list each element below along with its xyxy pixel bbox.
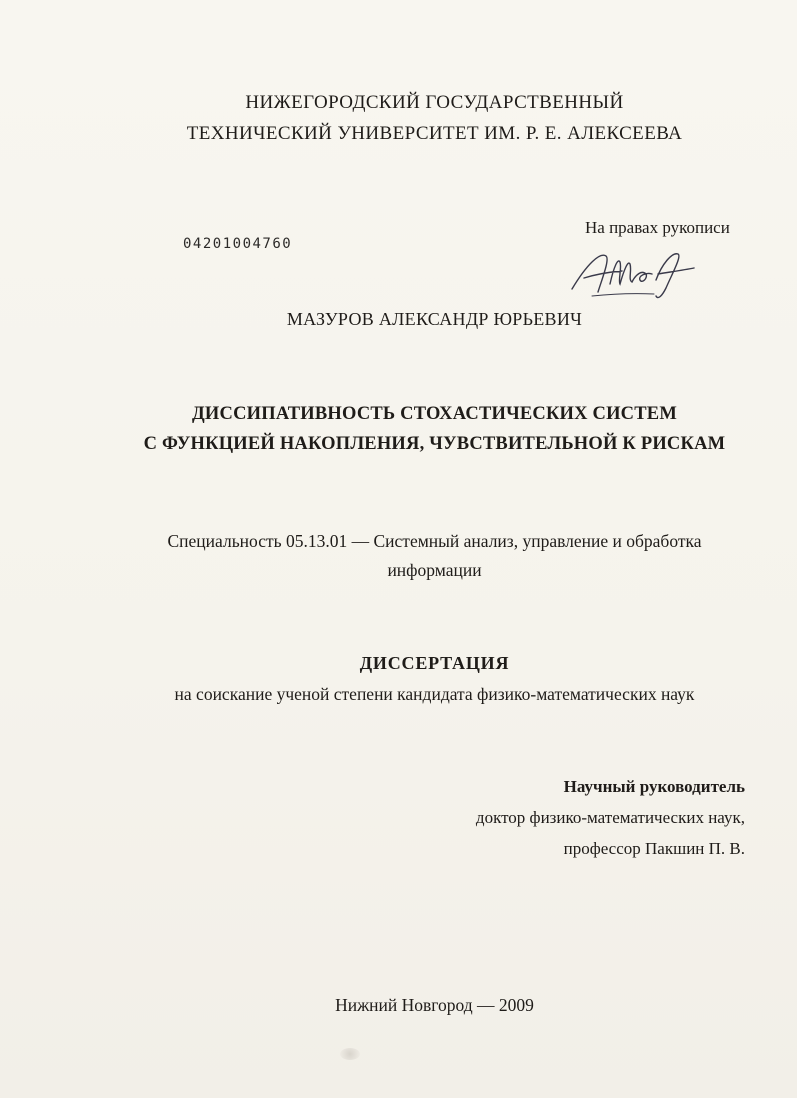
- signature-icon: [562, 244, 702, 304]
- paper-smudge: [340, 1048, 360, 1060]
- university-name-line2: ТЕХНИЧЕСКИЙ УНИВЕРСИТЕТ ИМ. Р. Е. АЛЕКСЕЕВА: [186, 123, 683, 144]
- university-name-line1: НИЖЕГОРОДСКИЙ ГОСУДАРСТВЕННЫЙ: [245, 92, 624, 113]
- city-year: Нижний Новгород — 2009: [335, 995, 534, 1015]
- manuscript-note: На правах рукописи: [585, 218, 730, 237]
- supervisor-degree: доктор физико-математических наук,: [475, 808, 745, 827]
- dissertation-title-line2: С ФУНКЦИЕЙ НАКОПЛЕНИЯ, ЧУВСТВИТЕЛЬНОЙ К РИСКАМ: [143, 434, 726, 454]
- dissertation-subtitle: на соискание ученой степени кандидата физико-математических наук: [174, 684, 695, 704]
- dissertation-title-line1: ДИССИПАТИВНОСТЬ СТОХАСТИЧЕСКИХ СИСТЕМ: [192, 404, 677, 424]
- stamp-number: 04201004760: [183, 236, 293, 252]
- dissertation-label: ДИССЕРТАЦИЯ: [359, 653, 510, 673]
- supervisor-name: профессор Пакшин П. В.: [563, 839, 745, 858]
- author-name: МАЗУРОВ АЛЕКСАНДР ЮРЬЕВИЧ: [286, 309, 583, 329]
- specialty-line2: информации: [387, 560, 482, 580]
- specialty-line1: Специальность 05.13.01 — Системный анализ, управление и обработка: [167, 531, 702, 551]
- supervisor-title: Научный руководитель: [563, 777, 745, 796]
